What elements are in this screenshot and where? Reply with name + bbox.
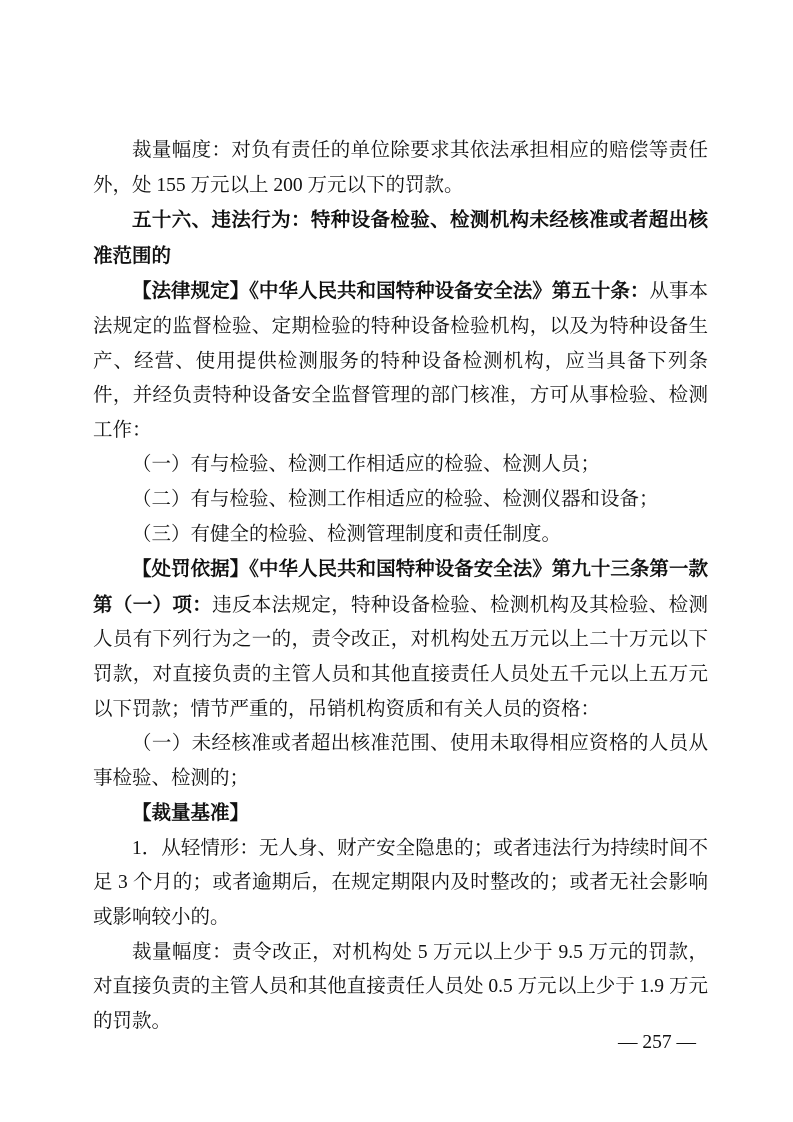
bold-text-run: 【裁量基准】 — [132, 802, 250, 825]
para-lenient-circumstance — [93, 832, 708, 936]
para-penalty-basis — [93, 552, 708, 727]
document-body — [93, 134, 708, 1033]
text-run: 从事本法规定的监督检验、定期检验的特种设备检验机构，以及为特种设备生产、经营、使用提供检测服务的特种设备检测机构，应当具备下列条件，并经负责特种设备安全监督管理的部门核准，方可从事检验、检测工作： — [93, 281, 708, 441]
text-run: （三）有健全的检验、检测管理制度和责任制度。 — [132, 523, 562, 545]
para-condition-item-1 — [93, 448, 708, 483]
bold-text-run: 【法律规定】《中华人民共和国特种设备安全法》第五十条： — [132, 280, 650, 303]
text-run: 裁量幅度：对负有责任的单位除要求其依法承担相应的赔偿等责任外，处 155 万元以上 200 万元以下的罚款。 — [93, 140, 708, 196]
text-run: 违反本法规定，特种设备检验、检测机构及其检验、检测人员有下列行为之一的，责令改正，对机构处五万元以上二十万元以下罚款，对直接负责的主管人员和其他直接责任人员处五千元以上五万元以下罚款；情节严重的，吊销机构资质和有关人员的资格： — [93, 594, 708, 720]
page-number: — 257 — — [618, 1032, 696, 1053]
heading-discretion-benchmark — [93, 796, 708, 832]
bold-text-run: 五十六、违法行为：特种设备检验、检测机构未经核准或者超出核准范围的 — [93, 209, 708, 267]
para-discretion-range-previous-item — [93, 134, 708, 203]
heading-violation-56 — [93, 203, 708, 274]
bold-text-run: 【处罚依据】《中华人民共和国特种设备安全法》第九十三条第一款第（一）项： — [93, 558, 708, 616]
para-lenient-discretion-range — [93, 936, 708, 1033]
para-condition-item-3 — [93, 518, 708, 553]
text-run: （一）有与检验、检测工作相适应的检验、检测人员； — [132, 454, 601, 476]
text-run: （二）有与检验、检测工作相适应的检验、检测仪器和设备； — [132, 488, 659, 510]
para-condition-item-2 — [93, 483, 708, 518]
text-run: 1．从轻情形：无人身、财产安全隐患的；或者违法行为持续时间不足 3 个月的；或者逾期后，在规定期限内及时整改的；或者无社会影响或影响较小的。 — [93, 837, 708, 929]
text-run: 裁量幅度：责令改正，对机构处 5 万元以上少于 9.5 万元的罚款，对直接负责的主管人员和其他直接责任人员处 0.5 万元以上少于 1.9 万元的罚款。 — [93, 941, 708, 1032]
para-penalty-item-1 — [93, 727, 708, 796]
para-legal-provision — [93, 274, 708, 448]
text-run: （一）未经核准或者超出核准范围、使用未取得相应资格的人员从事检验、检测的； — [93, 733, 708, 789]
